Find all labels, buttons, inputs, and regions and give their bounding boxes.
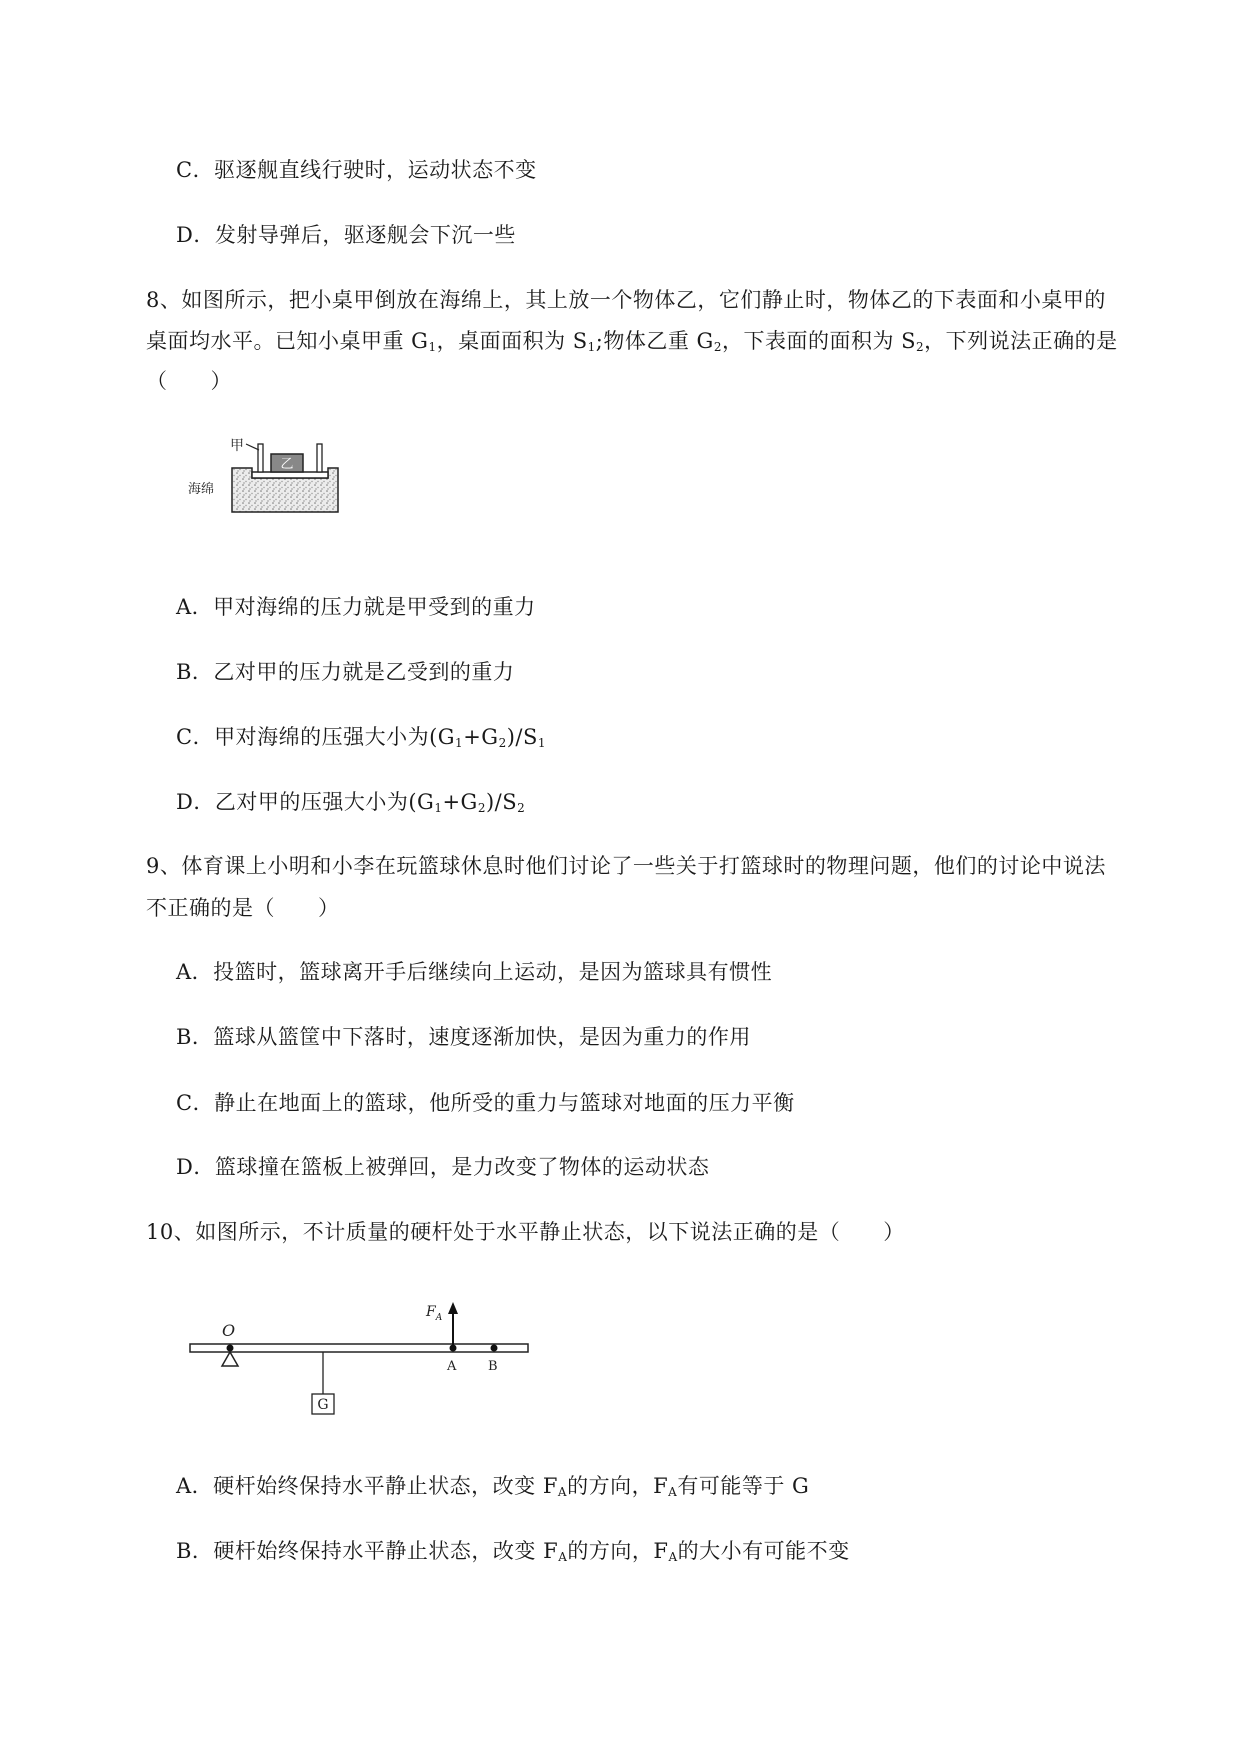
label-yi: 乙 xyxy=(280,457,294,472)
table-leg-right xyxy=(317,444,322,472)
q10-option-b: B．硬杆始终保持水平静止状态，改变 $F_A$的方向，$F_A$的大小有可能不变 xyxy=(176,1539,850,1564)
table-leg-left xyxy=(258,444,263,472)
pivot-point xyxy=(227,1345,234,1352)
label-sponge: 海绵 xyxy=(188,482,215,497)
q7-option-c: C．驱逐舰直线行驶时，运动状态不变 xyxy=(176,158,537,182)
label-fa: $F_A$ xyxy=(426,1304,443,1323)
q7-option-d: D．发射导弹后，驱逐舰会下沉一些 xyxy=(176,223,516,247)
q8-stem-line1: 8、如图所示，把小桌甲倒放在海绵上，其上放一个物体乙，它们静止时，物体乙的下表面和小桌甲的 xyxy=(146,288,1106,312)
label-o: O xyxy=(222,1321,236,1340)
q10-option-a: A．硬杆始终保持水平静止状态，改变 $F_A$的方向，$F_A$有可能等于 G xyxy=(176,1474,810,1499)
q9-option-d: D．篮球撞在篮板上被弹回，是力改变了物体的运动状态 xyxy=(176,1155,710,1179)
label-g: G xyxy=(317,1397,329,1413)
q8-option-d: D．乙对甲的压强大小为$(G_1+G_2)/S_2$ xyxy=(176,790,526,815)
q9-option-c: C．静止在地面上的篮球，他所受的重力与篮球对地面的压力平衡 xyxy=(176,1091,795,1115)
q9-stem-line1: 9、体育课上小明和小李在玩篮球休息时他们讨论了一些关于打篮球时的物理问题，他们的讨论中说法 xyxy=(146,854,1106,878)
label-b: B xyxy=(488,1359,498,1374)
point-b xyxy=(491,1345,498,1352)
q8-option-a: A．甲对海绵的压力就是甲受到的重力 xyxy=(176,595,536,619)
q8-stem-line2: 桌面均水平。已知小桌甲重 $G_1$，桌面面积为 $S_1$;物体乙重 $G_2$，下表面的面积为 $S_2$，下列说法正确的是 xyxy=(146,329,1118,354)
q8-option-c: C．甲对海绵的压强大小为$(G_1+G_2)/S_1$ xyxy=(176,725,546,750)
q10-figure xyxy=(180,1290,540,1420)
label-jia: 甲 xyxy=(230,438,244,454)
q8-stem-line3: （ ） xyxy=(146,369,232,393)
label-jia-pointer xyxy=(246,444,259,450)
pivot-triangle xyxy=(222,1352,238,1366)
q9-stem-line2: 不正确的是（ ） xyxy=(146,896,340,920)
q10-stem: 10、如图所示，不计质量的硬杆处于水平静止状态，以下说法正确的是（ ） xyxy=(146,1220,905,1244)
q8-option-b: B．乙对甲的压力就是乙受到的重力 xyxy=(176,660,515,684)
q9-option-b: B．篮球从篮筐中下落时，速度逐渐加快，是因为重力的作用 xyxy=(176,1025,751,1049)
q9-option-a: A．投篮时，篮球离开手后继续向上运动，是因为篮球具有惯性 xyxy=(176,960,773,984)
force-arrow-head xyxy=(448,1302,458,1314)
label-a: A xyxy=(447,1359,457,1374)
q8-figure xyxy=(170,430,360,520)
lever-rod xyxy=(190,1344,528,1352)
table-top-shape xyxy=(252,472,328,478)
